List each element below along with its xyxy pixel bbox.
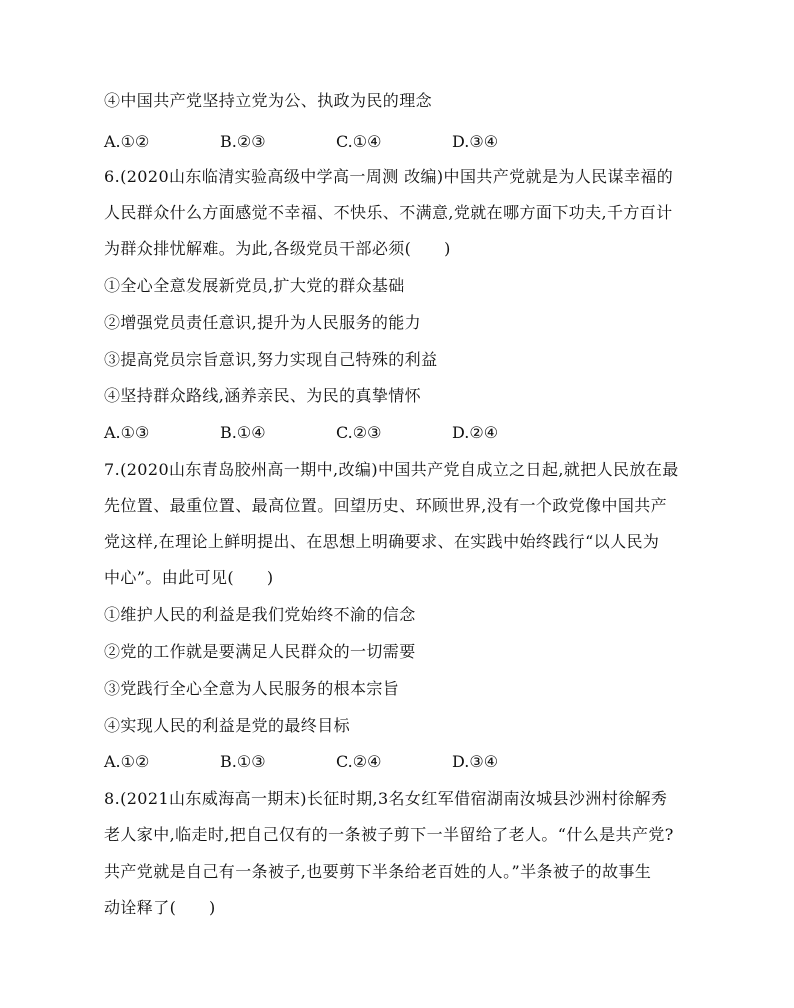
q6-option-c: C.②③ (336, 423, 382, 442)
q7-option-d: D.③④ (452, 752, 499, 771)
q7-stem-line-1: 7.(2020山东青岛胶州高一期中,改编)中国共产党自成立之日起,就把人民放在最 (104, 460, 679, 479)
q6-option-d: D.②④ (452, 423, 499, 442)
q6-stem-line-3: 为群众排忧解难。为此,各级党员干部必须( ) (104, 239, 451, 258)
q8-stem-line-2: 老人家中,临走时,把自己仅有的一条被子剪下一半留给了老人。“什么是共产党? (104, 825, 674, 844)
q7-stem-line-2: 先位置、最重位置、最高位置。回望历史、环顾世界,没有一个政党像中国共产 (104, 496, 668, 515)
q6-stem-line-1: 6.(2020山东临清实验高级中学高一周测 改编)中国共产党就是为人民谋幸福的 (104, 167, 674, 186)
q5-option-a: A.①② (104, 132, 150, 151)
q8-stem-line-4: 动诠释了( ) (104, 898, 216, 917)
q5-item-4: ④中国共产党坚持立党为公、执政为民的理念 (104, 91, 433, 110)
q6-stem-line-2: 人民群众什么方面感觉不幸福、不快乐、不满意,党就在哪方面下功夫,千方百计 (104, 203, 673, 222)
q6-option-a: A.①③ (104, 423, 150, 442)
q8-stem-line-3: 共产党就是自己有一条被子,也要剪下半条给老百姓的人。”半条被子的故事生 (104, 862, 652, 881)
q7-stem-line-3: 党这样,在理论上鲜明提出、在思想上明确要求、在实践中始终践行“以人民为 (104, 532, 660, 551)
q7-option-b: B.①③ (220, 752, 266, 771)
q7-item-1: ①维护人民的利益是我们党始终不渝的信念 (104, 605, 416, 624)
q7-item-4: ④实现人民的利益是党的最终目标 (104, 716, 351, 735)
q6-item-2: ②增强党员责任意识,提升为人民服务的能力 (104, 313, 422, 332)
q5-option-d: D.③④ (452, 132, 499, 151)
q6-options (104, 423, 704, 443)
q5-options (104, 132, 704, 152)
q7-option-a: A.①② (104, 752, 150, 771)
q7-stem-line-4: 中心”。由此可见( ) (104, 568, 274, 587)
q6-item-3: ③提高党员宗旨意识,努力实现自己特殊的利益 (104, 350, 438, 369)
q5-option-c: C.①④ (336, 132, 382, 151)
q7-options (104, 752, 704, 772)
q7-item-3: ③党践行全心全意为人民服务的根本宗旨 (104, 679, 400, 698)
q7-option-c: C.②④ (336, 752, 382, 771)
q5-option-b: B.②③ (220, 132, 266, 151)
q7-item-2: ②党的工作就是要满足人民群众的一切需要 (104, 642, 416, 661)
q6-item-4: ④坚持群众路线,涵养亲民、为民的真挚情怀 (104, 386, 422, 405)
q6-option-b: B.①④ (220, 423, 266, 442)
q6-item-1: ①全心全意发展新党员,扩大党的群众基础 (104, 276, 405, 295)
q8-stem-line-1: 8.(2021山东威海高一期末)长征时期,3名女红军借宿湖南汝城县沙洲村徐解秀 (104, 789, 668, 808)
